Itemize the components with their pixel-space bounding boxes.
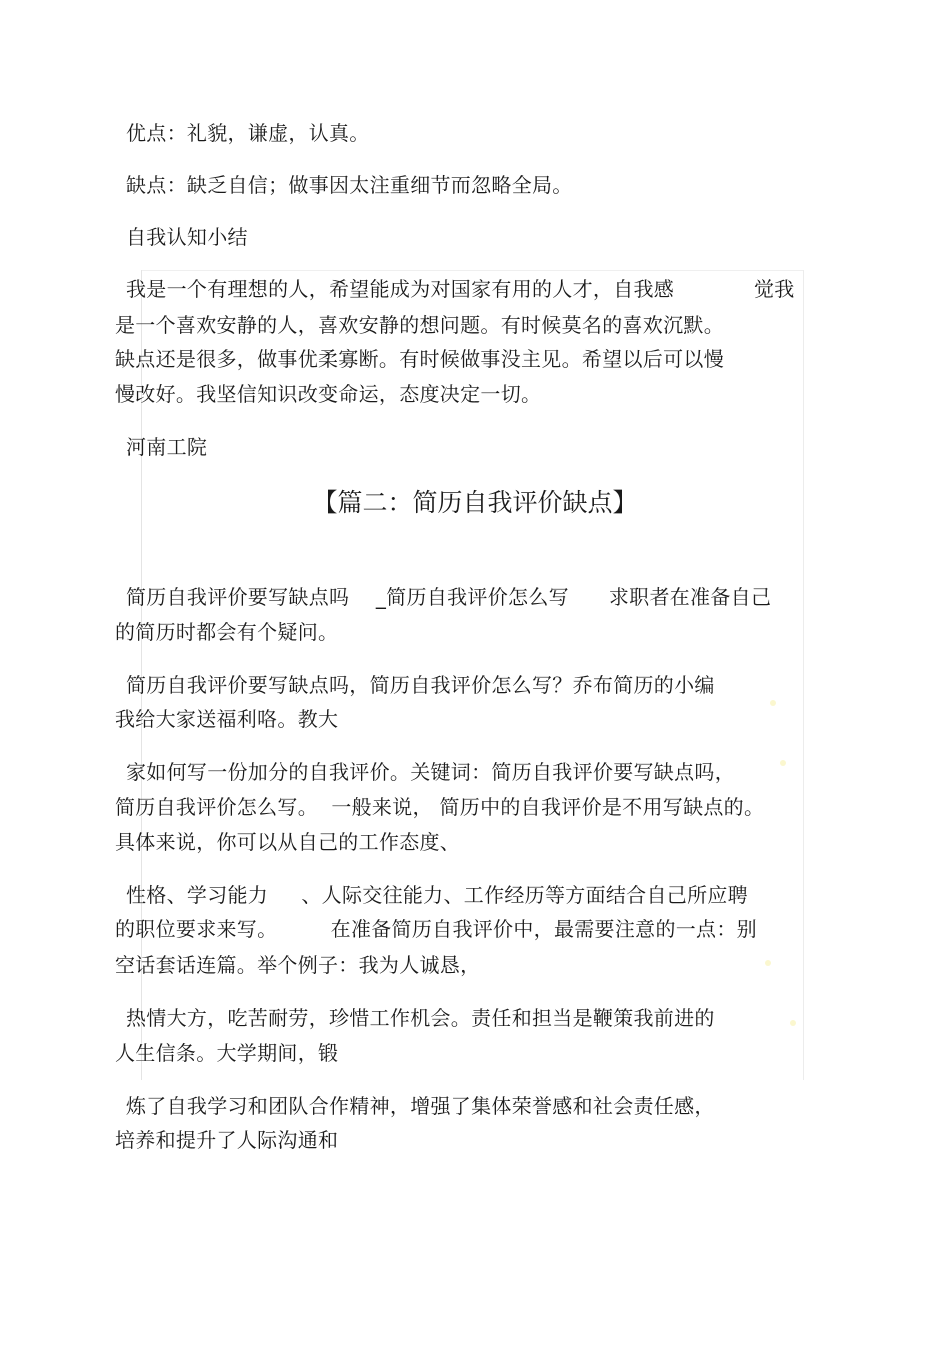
paragraph-line: 我给大家送福利咯。教大 [115,707,339,731]
paragraph-line: 的职位要求来写。 在准备简历自我评价中，最需要注意的一点：别 [115,917,757,941]
paragraph-line: 热情大方，吃苦耐劳，珍惜工作机会。责任和担当是鞭策我前进的 [126,1006,715,1030]
paragraph-line: 是一个喜欢安静的人，喜欢安静的想问题。有时候莫名的喜欢沉默。 [115,313,724,337]
paragraph-line: 的简历时都会有个疑问。 [115,620,339,644]
paragraph-line: 慢改好。我坚信知识改变命运，态度决定一切。 [115,382,542,406]
frame-border-top [141,270,803,271]
paragraph-line: 简历自我评价要写缺点吗 _简历自我评价怎么写 求职者在准备自己 [126,585,772,609]
paragraph-line: 炼了自我学习和团队合作精神，增强了集体荣誉感和社会责任感， [126,1094,715,1118]
section-subheading: 自我认知小结 [126,225,248,249]
faint-speck [790,1020,796,1026]
paragraph-line: 具体来说，你可以从自己的工作态度、 [115,830,461,854]
frame-border-right [803,270,804,1080]
school-name: 河南工院 [126,435,208,459]
paragraph-line: 培养和提升了人际沟通和 [115,1128,339,1152]
section-title: 【篇二：简历自我评价缺点】 [312,488,638,517]
paragraph-line: 性格、学习能力 、人际交往能力、工作经历等方面结合自己所应聘 [126,883,748,907]
faint-speck [770,700,776,706]
paragraph-line: 缺点还是很多，做事优柔寡断。有时候做事没主见。希望以后可以慢 [115,347,724,371]
faint-speck [765,960,771,966]
faint-speck [780,760,786,766]
paragraph-line: 简历自我评价怎么写。 一般来说， 简历中的自我评价是不用写缺点的。 [115,795,765,819]
merit-line: 优点：礼貌，谦虚，认真。 [126,121,370,145]
weakness-line: 缺点：缺乏自信；做事因太注重细节而忽略全局。 [126,173,573,197]
paragraph-line: 空话套话连篇。举个例子：我为人诚恳， [115,953,481,977]
paragraph-line: 家如何写一份加分的自我评价。关键词：简历自我评价要写缺点吗， [126,760,735,784]
paragraph-line: 简历自我评价要写缺点吗，简历自我评价怎么写？乔布简历的小编 [126,673,715,697]
paragraph-line: 我是一个有理想的人，希望能成为对国家有用的人才，自我感 觉我 [126,277,795,301]
paragraph-line: 人生信条。大学期间，锻 [115,1041,339,1065]
